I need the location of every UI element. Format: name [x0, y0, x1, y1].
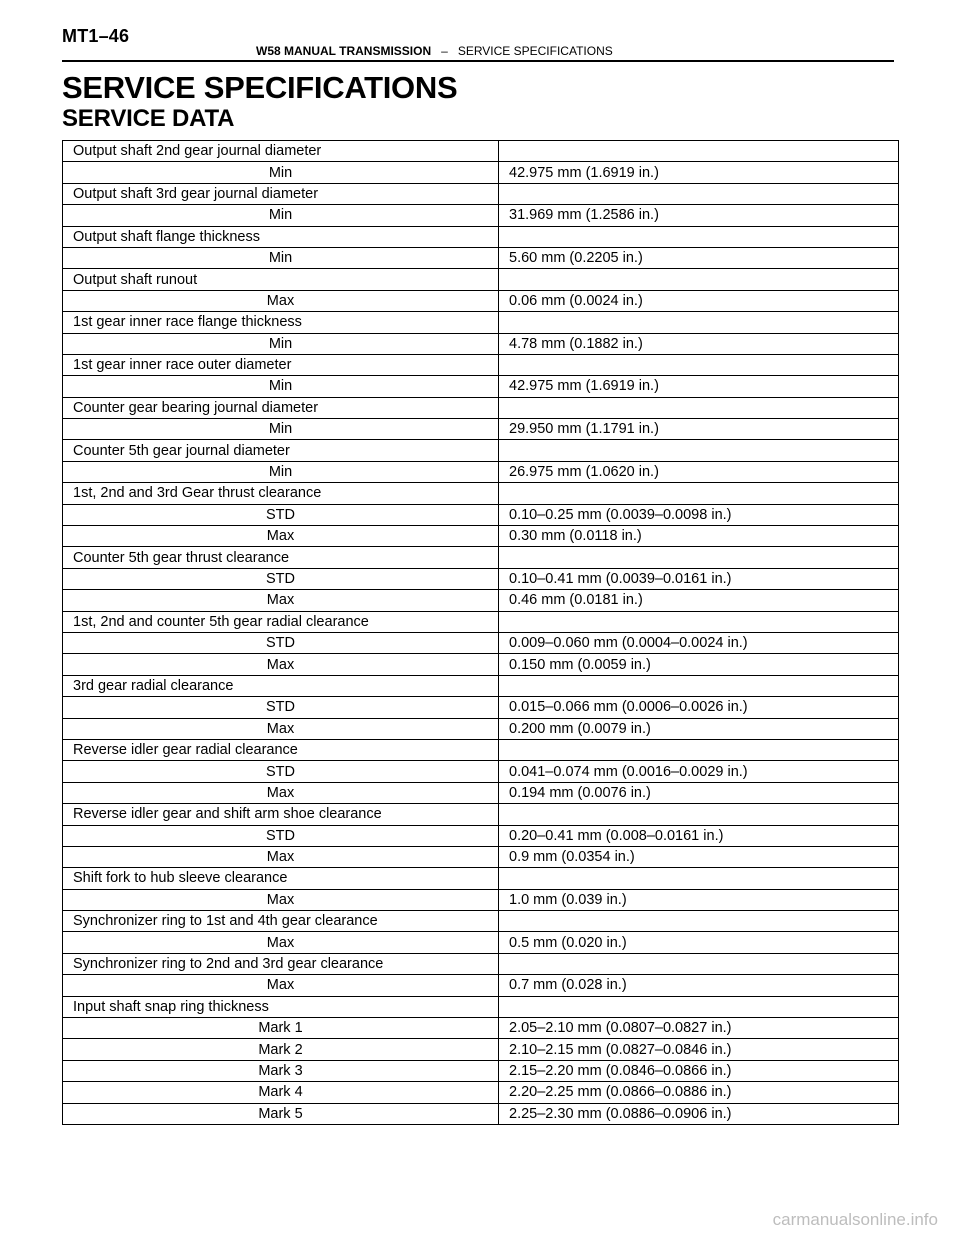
spec-item-name: Reverse idler gear radial clearance — [63, 739, 499, 760]
spec-item-name: Counter gear bearing journal diameter — [63, 397, 499, 418]
spec-limit-value: 2.05–2.10 mm (0.0807–0.0827 in.) — [499, 1018, 899, 1039]
spec-item-row — [63, 354, 899, 375]
spec-item-name: Counter 5th gear thrust clearance — [63, 547, 499, 568]
spec-limit-value: 0.7 mm (0.028 in.) — [499, 975, 899, 996]
spec-limit-value: 42.975 mm (1.6919 in.) — [499, 376, 899, 397]
spec-limit-label: STD — [63, 697, 499, 718]
spec-value-row — [63, 697, 899, 718]
spec-limit-value: 29.950 mm (1.1791 in.) — [499, 419, 899, 440]
spec-limit-label: Mark 4 — [63, 1082, 499, 1103]
spec-limit-label: STD — [63, 632, 499, 653]
spec-limit-label: Max — [63, 590, 499, 611]
spec-limit-label: STD — [63, 825, 499, 846]
spec-item-empty-cell — [499, 483, 899, 504]
spec-limit-value: 0.20–0.41 mm (0.008–0.0161 in.) — [499, 825, 899, 846]
spec-limit-value: 0.10–0.41 mm (0.0039–0.0161 in.) — [499, 568, 899, 589]
spec-item-empty-cell — [499, 354, 899, 375]
spec-item-row — [63, 483, 899, 504]
spec-item-row — [63, 996, 899, 1017]
spec-item-empty-cell — [499, 739, 899, 760]
spec-limit-label: Max — [63, 846, 499, 867]
spec-value-row — [63, 718, 899, 739]
page-number: MT1–46 — [62, 26, 130, 46]
spec-item-row — [63, 141, 899, 162]
spec-limit-value: 4.78 mm (0.1882 in.) — [499, 333, 899, 354]
spec-value-row — [63, 333, 899, 354]
spec-limit-value: 0.46 mm (0.0181 in.) — [499, 590, 899, 611]
spec-item-empty-cell — [499, 911, 899, 932]
spec-item-name: Counter 5th gear journal diameter — [63, 440, 499, 461]
spec-item-row — [63, 804, 899, 825]
spec-value-row — [63, 1060, 899, 1081]
spec-item-row — [63, 440, 899, 461]
spec-limit-label: Min — [63, 419, 499, 440]
spec-limit-label: Min — [63, 162, 499, 183]
spec-limit-value: 0.5 mm (0.020 in.) — [499, 932, 899, 953]
spec-limit-value: 0.194 mm (0.0076 in.) — [499, 782, 899, 803]
spec-value-row — [63, 1103, 899, 1124]
spec-limit-value: 2.25–2.30 mm (0.0886–0.0906 in.) — [499, 1103, 899, 1124]
spec-value-row — [63, 761, 899, 782]
spec-limit-value: 0.041–0.074 mm (0.0016–0.0029 in.) — [499, 761, 899, 782]
header-model: W58 MANUAL TRANSMISSION — [256, 44, 432, 58]
spec-limit-label: Min — [63, 461, 499, 482]
spec-limit-value: 2.15–2.20 mm (0.0846–0.0866 in.) — [499, 1060, 899, 1081]
running-header — [256, 44, 613, 58]
spec-value-row — [63, 889, 899, 910]
header-separator: – — [441, 44, 448, 58]
spec-value-row — [63, 590, 899, 611]
spec-item-name: Synchronizer ring to 1st and 4th gear clearance — [63, 911, 499, 932]
spec-limit-label: Mark 5 — [63, 1103, 499, 1124]
spec-limit-value: 0.9 mm (0.0354 in.) — [499, 846, 899, 867]
section-title: SERVICE DATA — [62, 105, 235, 132]
spec-value-row — [63, 247, 899, 268]
spec-value-row — [63, 461, 899, 482]
spec-limit-value: 0.015–0.066 mm (0.0006–0.0026 in.) — [499, 697, 899, 718]
spec-limit-value: 0.150 mm (0.0059 in.) — [499, 654, 899, 675]
spec-item-row — [63, 397, 899, 418]
spec-limit-label: Min — [63, 333, 499, 354]
spec-limit-label: Min — [63, 376, 499, 397]
spec-limit-value: 42.975 mm (1.6919 in.) — [499, 162, 899, 183]
spec-limit-value: 0.06 mm (0.0024 in.) — [499, 290, 899, 311]
spec-limit-label: Mark 2 — [63, 1039, 499, 1060]
spec-limit-value: 1.0 mm (0.039 in.) — [499, 889, 899, 910]
page-title: SERVICE SPECIFICATIONS — [62, 70, 458, 105]
spec-value-row — [63, 1039, 899, 1060]
spec-item-empty-cell — [499, 996, 899, 1017]
spec-item-empty-cell — [499, 269, 899, 290]
spec-limit-label: Max — [63, 932, 499, 953]
spec-item-empty-cell — [499, 953, 899, 974]
spec-value-row — [63, 162, 899, 183]
spec-item-row — [63, 611, 899, 632]
spec-item-name: 3rd gear radial clearance — [63, 675, 499, 696]
spec-limit-value: 2.10–2.15 mm (0.0827–0.0846 in.) — [499, 1039, 899, 1060]
spec-limit-label: Max — [63, 718, 499, 739]
spec-limit-value: 26.975 mm (1.0620 in.) — [499, 461, 899, 482]
spec-item-empty-cell — [499, 547, 899, 568]
spec-limit-value: 31.969 mm (1.2586 in.) — [499, 205, 899, 226]
service-data-table — [62, 140, 899, 1125]
spec-item-empty-cell — [499, 312, 899, 333]
spec-item-row — [63, 739, 899, 760]
spec-value-row — [63, 419, 899, 440]
spec-item-row — [63, 547, 899, 568]
spec-item-row — [63, 911, 899, 932]
spec-item-name: Output shaft 2nd gear journal diameter — [63, 141, 499, 162]
spec-limit-label: STD — [63, 568, 499, 589]
spec-value-row — [63, 1082, 899, 1103]
spec-item-name: Synchronizer ring to 2nd and 3rd gear clearance — [63, 953, 499, 974]
spec-item-name: 1st gear inner race outer diameter — [63, 354, 499, 375]
spec-limit-value: 0.30 mm (0.0118 in.) — [499, 526, 899, 547]
spec-item-row — [63, 868, 899, 889]
spec-value-row — [63, 846, 899, 867]
spec-limit-label: Max — [63, 526, 499, 547]
spec-item-row — [63, 953, 899, 974]
spec-limit-label: STD — [63, 761, 499, 782]
spec-item-name: 1st gear inner race flange thickness — [63, 312, 499, 333]
spec-item-name: Shift fork to hub sleeve clearance — [63, 868, 499, 889]
spec-value-row — [63, 1018, 899, 1039]
spec-item-name: Reverse idler gear and shift arm shoe clearance — [63, 804, 499, 825]
header-section: SERVICE SPECIFICATIONS — [457, 44, 613, 58]
spec-value-row — [63, 504, 899, 525]
spec-item-row — [63, 226, 899, 247]
spec-value-row — [63, 568, 899, 589]
spec-limit-value: 0.200 mm (0.0079 in.) — [499, 718, 899, 739]
spec-limit-label: Max — [63, 975, 499, 996]
spec-item-row — [63, 183, 899, 204]
spec-item-empty-cell — [499, 226, 899, 247]
spec-limit-label: Min — [63, 205, 499, 226]
spec-item-name: 1st, 2nd and counter 5th gear radial clearance — [63, 611, 499, 632]
spec-limit-label: Max — [63, 654, 499, 675]
spec-value-row — [63, 825, 899, 846]
spec-item-empty-cell — [499, 804, 899, 825]
spec-value-row — [63, 205, 899, 226]
spec-value-row — [63, 376, 899, 397]
spec-item-name: Output shaft runout — [63, 269, 499, 290]
spec-limit-value: 0.10–0.25 mm (0.0039–0.0098 in.) — [499, 504, 899, 525]
spec-item-row — [63, 675, 899, 696]
spec-limit-value: 0.009–0.060 mm (0.0004–0.0024 in.) — [499, 632, 899, 653]
spec-limit-label: Mark 3 — [63, 1060, 499, 1081]
spec-limit-value: 2.20–2.25 mm (0.0866–0.0886 in.) — [499, 1082, 899, 1103]
spec-item-name: 1st, 2nd and 3rd Gear thrust clearance — [63, 483, 499, 504]
spec-value-row — [63, 290, 899, 311]
spec-item-empty-cell — [499, 397, 899, 418]
spec-limit-label: Max — [63, 290, 499, 311]
spec-item-row — [63, 269, 899, 290]
spec-item-name: Output shaft 3rd gear journal diameter — [63, 183, 499, 204]
spec-limit-label: Min — [63, 247, 499, 268]
spec-item-empty-cell — [499, 183, 899, 204]
spec-value-row — [63, 932, 899, 953]
spec-item-empty-cell — [499, 141, 899, 162]
spec-limit-value: 5.60 mm (0.2205 in.) — [499, 247, 899, 268]
spec-value-row — [63, 632, 899, 653]
spec-limit-label: Max — [63, 782, 499, 803]
spec-value-row — [63, 782, 899, 803]
spec-item-empty-cell — [499, 611, 899, 632]
spec-value-row — [63, 526, 899, 547]
spec-item-empty-cell — [499, 440, 899, 461]
service-data-table-body — [63, 141, 899, 1125]
spec-value-row — [63, 975, 899, 996]
spec-item-name: Input shaft snap ring thickness — [63, 996, 499, 1017]
spec-limit-label: Mark 1 — [63, 1018, 499, 1039]
header-rule — [62, 60, 894, 62]
spec-value-row — [63, 654, 899, 675]
spec-item-row — [63, 312, 899, 333]
spec-limit-label: Max — [63, 889, 499, 910]
spec-item-empty-cell — [499, 675, 899, 696]
spec-item-name: Output shaft flange thickness — [63, 226, 499, 247]
spec-item-empty-cell — [499, 868, 899, 889]
spec-limit-label: STD — [63, 504, 499, 525]
watermark: carmanualsonline.info — [772, 1210, 938, 1229]
